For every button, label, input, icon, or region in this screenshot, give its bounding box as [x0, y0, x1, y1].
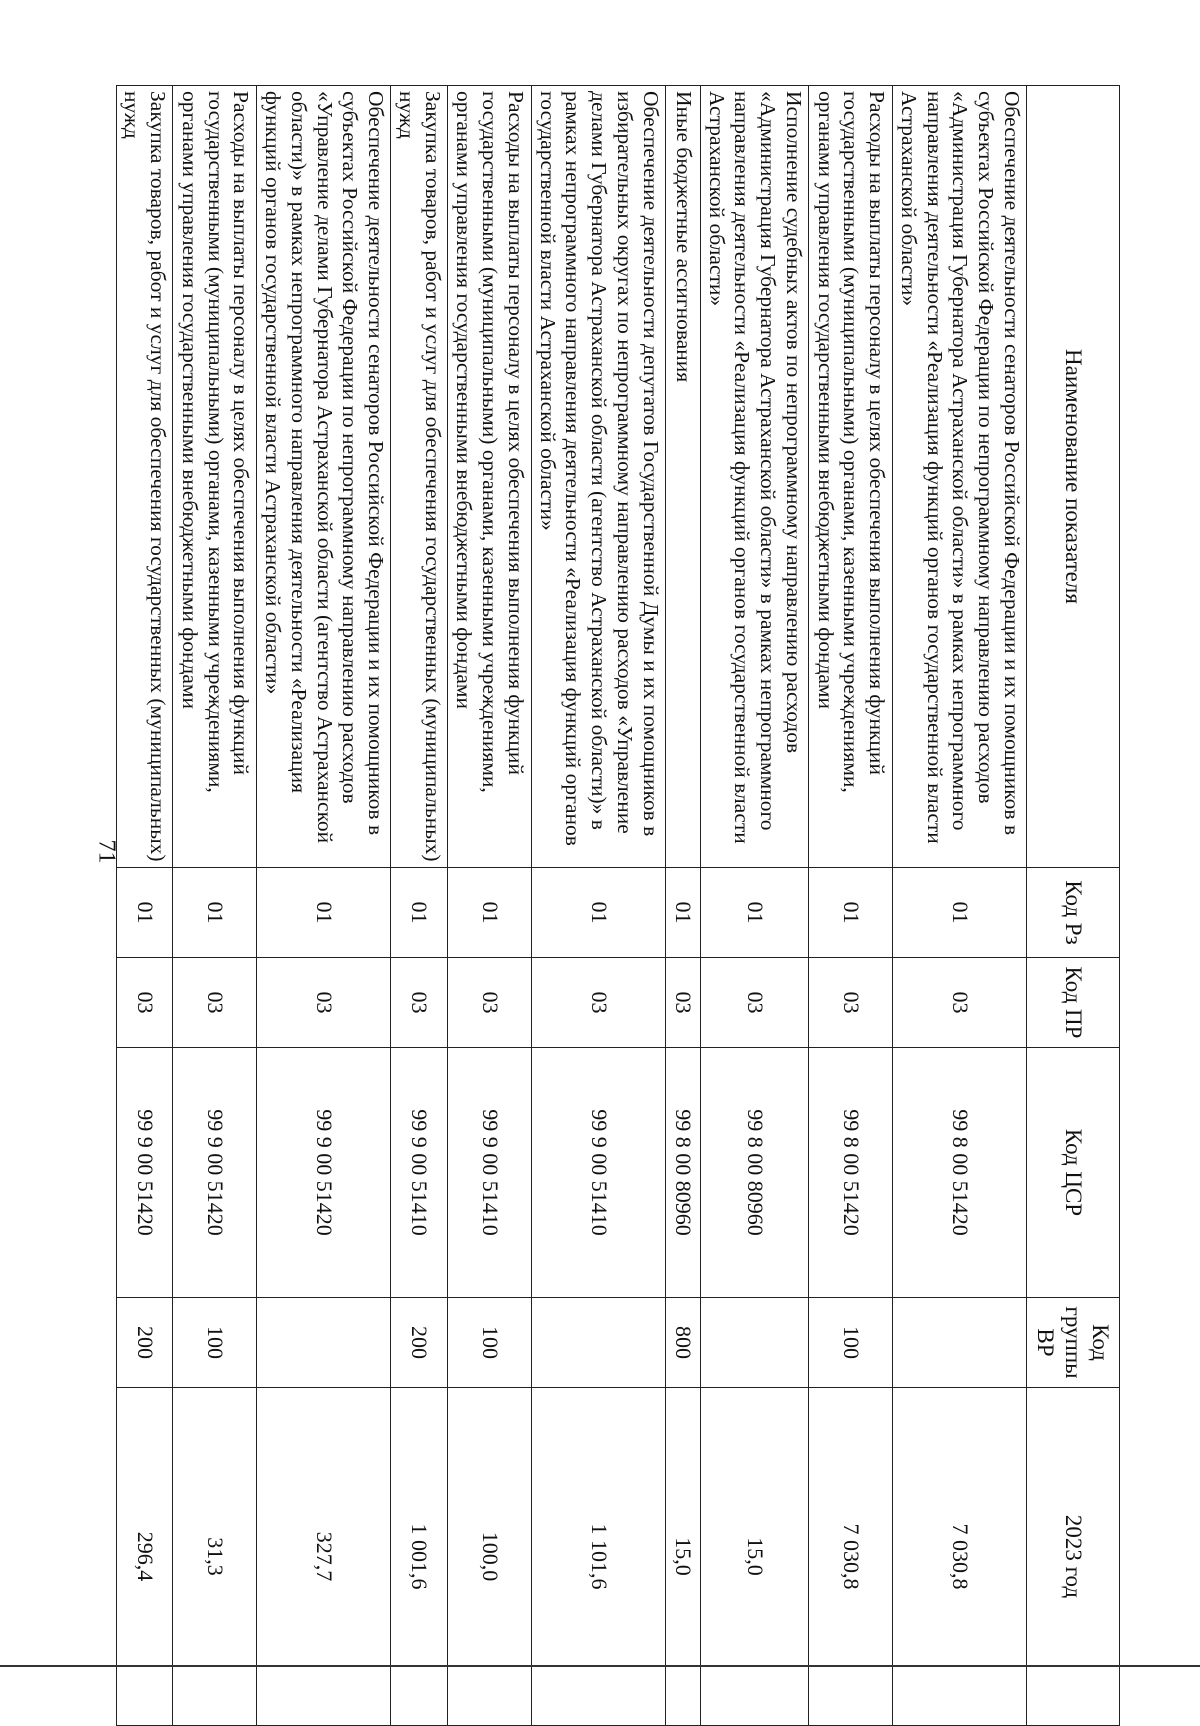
cell-rz: 01	[391, 868, 448, 958]
cell-vr	[531, 1298, 665, 1388]
table-row	[447, 86, 531, 1726]
header-pr: Код ПР	[1027, 958, 1120, 1048]
table-row	[116, 86, 173, 1726]
cell-rz: 01	[665, 868, 700, 958]
cell-name: Расходы на выплаты персоналу в целях обеспечения выполнения функций государственными (муниципальными) органами, казенными учреждениями, органами управления государственными внебюджетными фондами	[809, 86, 893, 868]
cell-csr: 99 8 00 80960	[700, 1048, 808, 1298]
table-row	[391, 86, 448, 1726]
cell-vr: 200	[116, 1298, 173, 1388]
cell-rz: 01	[257, 868, 391, 958]
cell-vr: 200	[391, 1298, 448, 1388]
cell-pr: 03	[173, 958, 257, 1048]
header-rz: Код Рз	[1027, 868, 1120, 958]
header-csr: Код ЦСР	[1027, 1048, 1120, 1298]
cell-amount: 296,4	[116, 1388, 173, 1726]
cell-csr: 99 8 00 51420	[893, 1048, 1027, 1298]
cell-name: Обеспечение деятельности сенаторов Российской Федерации и их помощников в субъектах Российской Федерации по непрограммному направлению расходов «Управление делами Губернатора Астраханской области (агентство Астраханской области)» в рамках непрограммного направления деятельности «Реализация функций органов государственной власти Астраханской области»	[257, 86, 391, 868]
cell-csr: 99 9 00 51410	[391, 1048, 448, 1298]
cell-amount: 15,0	[665, 1388, 700, 1726]
cell-pr: 03	[893, 958, 1027, 1048]
cell-rz: 01	[700, 868, 808, 958]
budget-table	[116, 85, 1120, 1726]
cell-rz: 01	[893, 868, 1027, 958]
cell-vr: 100	[809, 1298, 893, 1388]
table-row	[893, 86, 1027, 1726]
cell-amount: 327,7	[257, 1388, 391, 1726]
cell-amount: 31,3	[173, 1388, 257, 1726]
cell-pr: 03	[809, 958, 893, 1048]
cell-rz: 01	[116, 868, 173, 958]
cell-vr: 100	[173, 1298, 257, 1388]
table-row	[531, 86, 665, 1726]
cell-vr: 100	[447, 1298, 531, 1388]
cell-csr: 99 8 00 51420	[809, 1048, 893, 1298]
page-number: 71	[93, 839, 120, 864]
cell-name: Исполнение судебных актов по непрограммному направлению расходов «Администрация Губернатора Астраханской области» в рамках непрограммного направления деятельности «Реализация функций органов государственной власти Астраханской области»	[700, 86, 808, 868]
cell-amount: 1 101,6	[531, 1388, 665, 1726]
table-row	[700, 86, 808, 1726]
header-year: 2023 год	[1027, 1388, 1120, 1726]
cell-amount: 15,0	[700, 1388, 808, 1726]
cell-csr: 99 9 00 51420	[116, 1048, 173, 1298]
cell-vr	[893, 1298, 1027, 1388]
header-vr: Код группы ВР	[1027, 1298, 1120, 1388]
cell-rz: 01	[531, 868, 665, 958]
cell-vr	[257, 1298, 391, 1388]
cell-rz: 01	[447, 868, 531, 958]
cell-rz: 01	[173, 868, 257, 958]
cell-pr: 03	[391, 958, 448, 1048]
cell-csr: 99 9 00 51420	[257, 1048, 391, 1298]
cell-pr: 03	[257, 958, 391, 1048]
cell-pr: 03	[700, 958, 808, 1048]
cell-csr: 99 9 00 51420	[173, 1048, 257, 1298]
cell-pr: 03	[531, 958, 665, 1048]
cell-vr: 800	[665, 1298, 700, 1388]
cell-pr: 03	[116, 958, 173, 1048]
cell-csr: 99 8 00 80960	[665, 1048, 700, 1298]
cell-amount: 7 030,8	[893, 1388, 1027, 1726]
table-row	[257, 86, 391, 1726]
cell-amount: 100,0	[447, 1388, 531, 1726]
cell-name: Иные бюджетные ассигнования	[665, 86, 700, 868]
cell-name: Расходы на выплаты персоналу в целях обеспечения выполнения функций государственными (муниципальными) органами, казенными учреждениями, органами управления государственными внебюджетными фондами	[173, 86, 257, 868]
cell-vr	[700, 1298, 808, 1388]
cell-amount: 1 001,6	[391, 1388, 448, 1726]
scan-edge-line	[0, 1665, 1200, 1667]
header-name: Наименование показателя	[1027, 86, 1120, 868]
cell-amount: 7 030,8	[809, 1388, 893, 1726]
cell-name: Закупка товаров, работ и услуг для обеспечения государственных (муниципальных) нужд	[116, 86, 173, 868]
rotated-table-container	[120, 85, 1120, 1725]
table-row	[809, 86, 893, 1726]
cell-csr: 99 9 00 51410	[447, 1048, 531, 1298]
cell-name: Обеспечение деятельности сенаторов Российской Федерации и их помощников в субъектах Российской Федерации по непрограммному направлению расходов «Администрация Губернатора Астраханской области» в рамках непрограммного направления деятельности «Реализация функций органов государственной власти Астраханской области»	[893, 86, 1027, 868]
cell-pr: 03	[665, 958, 700, 1048]
cell-rz: 01	[809, 868, 893, 958]
table-header-row	[1027, 86, 1120, 1726]
cell-csr: 99 9 00 51410	[531, 1048, 665, 1298]
cell-name: Закупка товаров, работ и услуг для обеспечения государственных (муниципальных) нужд	[391, 86, 448, 868]
table-row	[665, 86, 700, 1726]
cell-pr: 03	[447, 958, 531, 1048]
cell-name: Расходы на выплаты персоналу в целях обеспечения выполнения функций государственными (муниципальными) органами, казенными учреждениями, органами управления государственными внебюджетными фондами	[447, 86, 531, 868]
cell-name: Обеспечение деятельности депутатов Государственной Думы и их помощников в избирательных округах по непрограммному направлению расходов «Управление делами Губернатора Астраханской области (агентство Астраханской области)» в рамках непрограммного направления деятельности «Реализация функций органов государственной власти Астраханской области»	[531, 86, 665, 868]
table-row	[173, 86, 257, 1726]
